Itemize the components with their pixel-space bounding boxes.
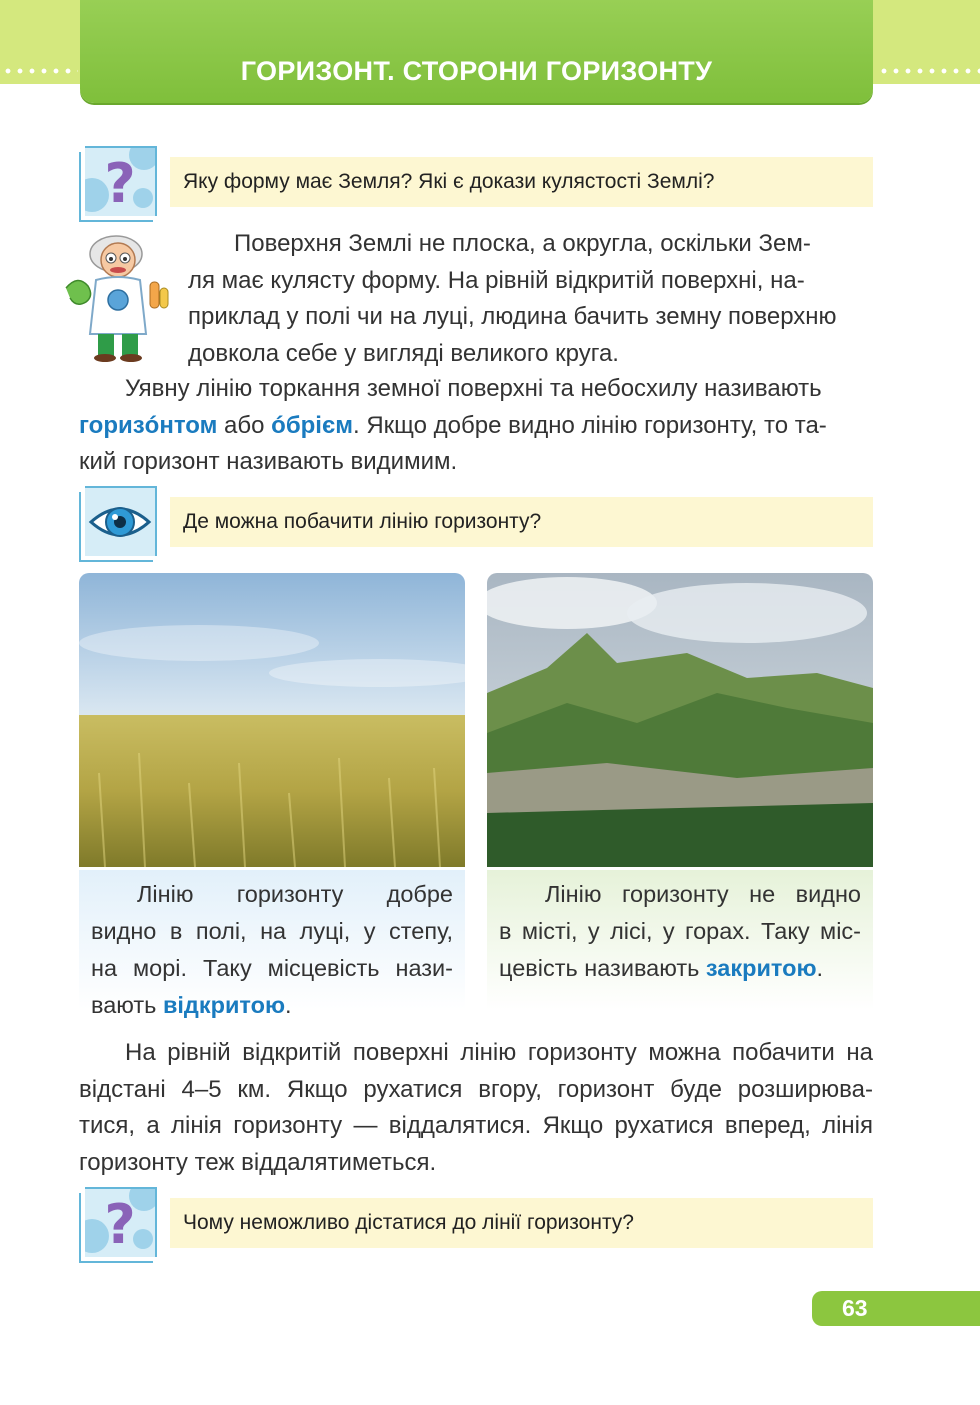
observe-box	[170, 497, 873, 547]
question-box	[170, 1198, 873, 1248]
definition-line	[79, 408, 873, 445]
caption-line: Лінію горизонту не видно	[545, 881, 861, 907]
distance-line: горизонту теж віддалятиметься.	[79, 1148, 437, 1176]
eye-icon-frame	[79, 492, 153, 562]
connector-text: або	[217, 411, 272, 439]
decorative-dots-left	[2, 68, 78, 74]
page-number: 63	[842, 1295, 868, 1321]
caption-line	[499, 950, 861, 987]
caption-line: Лінію горизонту добре	[137, 881, 453, 907]
term-closed: закритою	[705, 955, 817, 981]
wheat-field-photo	[79, 573, 465, 867]
term-horizon: горизóнтом	[79, 411, 218, 439]
distance-line: відстані 4–5 км. Якщо рухатися вгору, горизонт буде розширюва-	[79, 1075, 873, 1103]
intro-line: приклад у полі чи на луці, людина бачить земну поверхню	[188, 303, 837, 330]
page-number-tab	[812, 1291, 980, 1326]
question-box	[170, 157, 873, 207]
caption-text: .	[285, 992, 292, 1018]
caption-line: на морі. Таку місцевість нази-	[91, 955, 453, 981]
distance-line: На рівній відкритій поверхні лінію горизонту можна побачити на	[125, 1039, 873, 1066]
caption-text: цевість називають	[499, 955, 706, 981]
term-obriy: óбрієм	[271, 411, 353, 439]
definition-line: Уявну лінію торкання земної поверхні та небосхилу називають	[125, 375, 822, 402]
decorative-dots-right	[878, 68, 980, 74]
eye-icon	[85, 488, 155, 556]
caption-text: вають	[91, 992, 163, 1018]
distance-line: тися, а лінія горизонту — віддалятися. Якщо рухатися вперед, лінія	[79, 1112, 873, 1139]
question-text: Чому неможливо дістатися до лінії горизонту?	[183, 1211, 634, 1234]
intro-line: Поверхня Землі не плоска, а округла, оскільки Зем-	[234, 230, 811, 257]
professor-illustration	[58, 230, 176, 362]
caption-line: в місті, у лісі, у горах. Таку міс-	[499, 918, 861, 944]
caption-closed-terrain	[487, 870, 873, 1010]
intro-line: ля має кулясту форму. На рівній відкритій поверхні, на-	[188, 266, 805, 294]
question-icon: ?	[79, 152, 153, 222]
intro-paragraph	[188, 226, 873, 372]
caption-line: видно в полі, на луці, у степу,	[91, 918, 453, 944]
chapter-title: ГОРИЗОНТ. СТОРОНИ ГОРИЗОНТУ	[240, 56, 713, 86]
question-icon: ?	[79, 1193, 153, 1263]
definition-line-rest: . Якщо добре видно лінію горизонту, то та-	[352, 411, 827, 439]
caption-text: .	[816, 955, 824, 981]
caption-open-terrain	[79, 870, 465, 1018]
observe-text: Де можна побачити лінію горизонту?	[183, 510, 542, 533]
definition-line: кий горизонт називають видимим.	[79, 448, 458, 475]
caption-line	[91, 987, 453, 1024]
definition-paragraph	[79, 371, 873, 481]
mountain-landscape-photo	[487, 573, 873, 867]
term-open: відкритою	[162, 992, 286, 1018]
chapter-header	[80, 0, 873, 103]
distance-paragraph	[79, 1035, 873, 1181]
question-text: Яку форму має Земля? Які є докази кулястості Землі?	[183, 170, 715, 193]
intro-line: довкола себе у вигляді великого круга.	[188, 339, 619, 367]
